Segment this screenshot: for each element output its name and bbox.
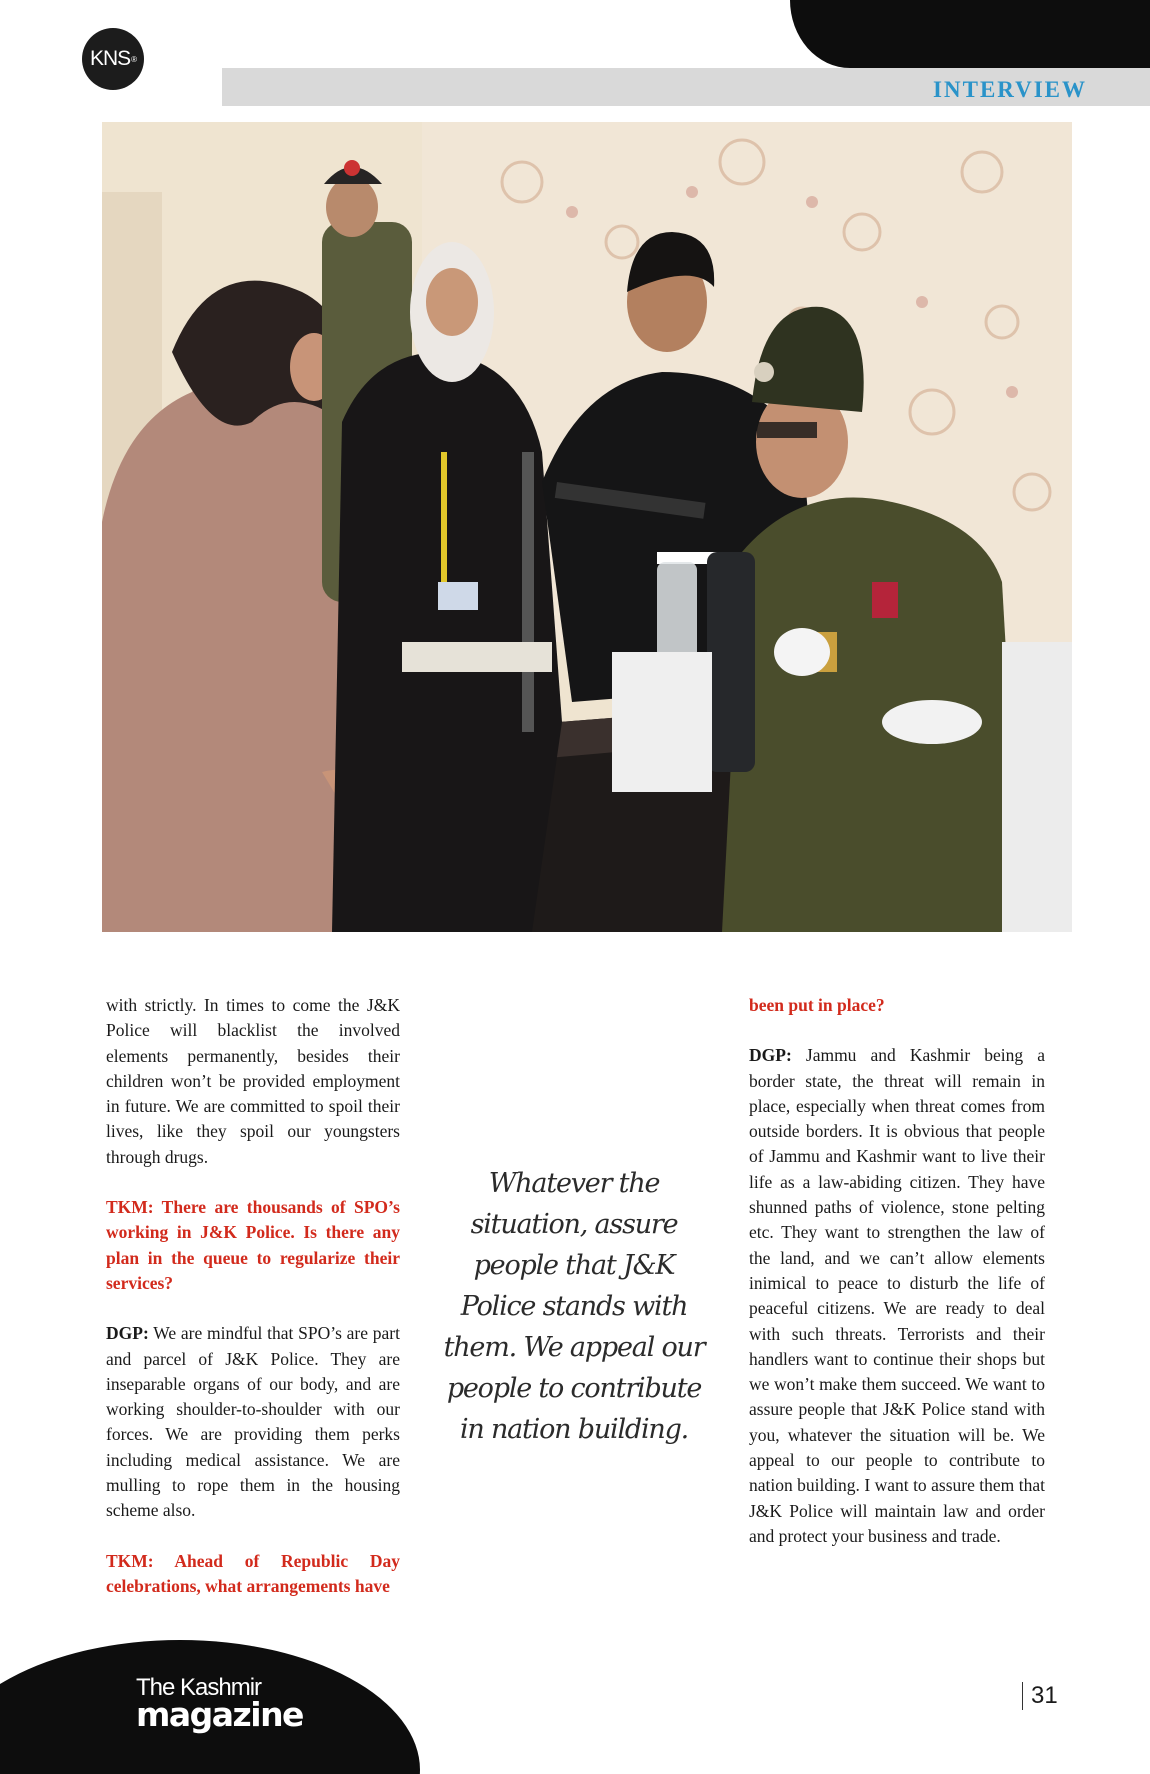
answer-republic-day bbox=[749, 1043, 1045, 1549]
magazine-logo bbox=[136, 1674, 303, 1734]
answer-spo bbox=[106, 1321, 400, 1523]
question-republic-day-end: been put in place? bbox=[749, 995, 885, 1015]
page-number: 31 bbox=[1022, 1682, 1058, 1710]
magazine-logo-line2: magazine bbox=[136, 1695, 303, 1734]
left-text-column bbox=[106, 993, 400, 1624]
speaker-dgp: DGP: bbox=[106, 1323, 149, 1344]
speaker-dgp: DGP: bbox=[749, 1045, 792, 1066]
pull-quote: Whatever the situation, assure people that J&K Police stands with them. We appeal our people to contribute in nation building. bbox=[443, 1168, 705, 1445]
answer-spo-text: We are mindful that SPO’s are part and parcel of J&K Police. They are inseparable organs of our body, and are working shoulder-to-shoulder with our forces. We are providing them perks including medical assistance. We are mulling to rope them in the housing scheme also. bbox=[106, 1323, 400, 1521]
magazine-logo-line1: The Kashmir bbox=[136, 1674, 262, 1701]
article-photo bbox=[102, 122, 1072, 932]
left-paragraph-1: with strictly. In times to come the J&K Police will blacklist the involved elements permanently, besides their children won’t be provided employment in future. We are committed to spoil their lives, like they spoil our youngsters through drugs. bbox=[106, 995, 400, 1167]
kns-logo: KNS ® bbox=[82, 28, 144, 90]
meeting-photo-illustration bbox=[102, 122, 1072, 932]
right-text-column bbox=[749, 993, 1045, 1574]
top-corner-decoration bbox=[790, 0, 1150, 68]
section-label: INTERVIEW bbox=[933, 77, 1087, 102]
question-spo: TKM: There are thousands of SPO’s working in J&K Police. Is there any plan in the queue to regularize their services? bbox=[106, 1197, 400, 1293]
answer-republic-day-text: Jammu and Kashmir being a border state, the threat will remain in place, especially when threat comes from outside borders. It is obvious that people of Jammu and Kashmir want to live their life as a law-abiding citizen. They have shunned paths of violence, stone pelting etc. They want to strengthen the law of the land, and we can’t allow elements inimical to peace to disturb the life of peaceful citizens. We are ready to deal with such threats. Terrorists and their handlers want to continue their shops but we won’t make them succeed. We want to assure people that J&K Police stand with you, whatever the situation will be. We appeal to our people to contribute to nation building. I want to assure them that J&K Police will maintain law and order and protect your business and trade. bbox=[749, 1045, 1045, 1546]
question-republic-day-start: TKM: Ahead of Republic Day celebrations, what arrangements have bbox=[106, 1550, 400, 1596]
